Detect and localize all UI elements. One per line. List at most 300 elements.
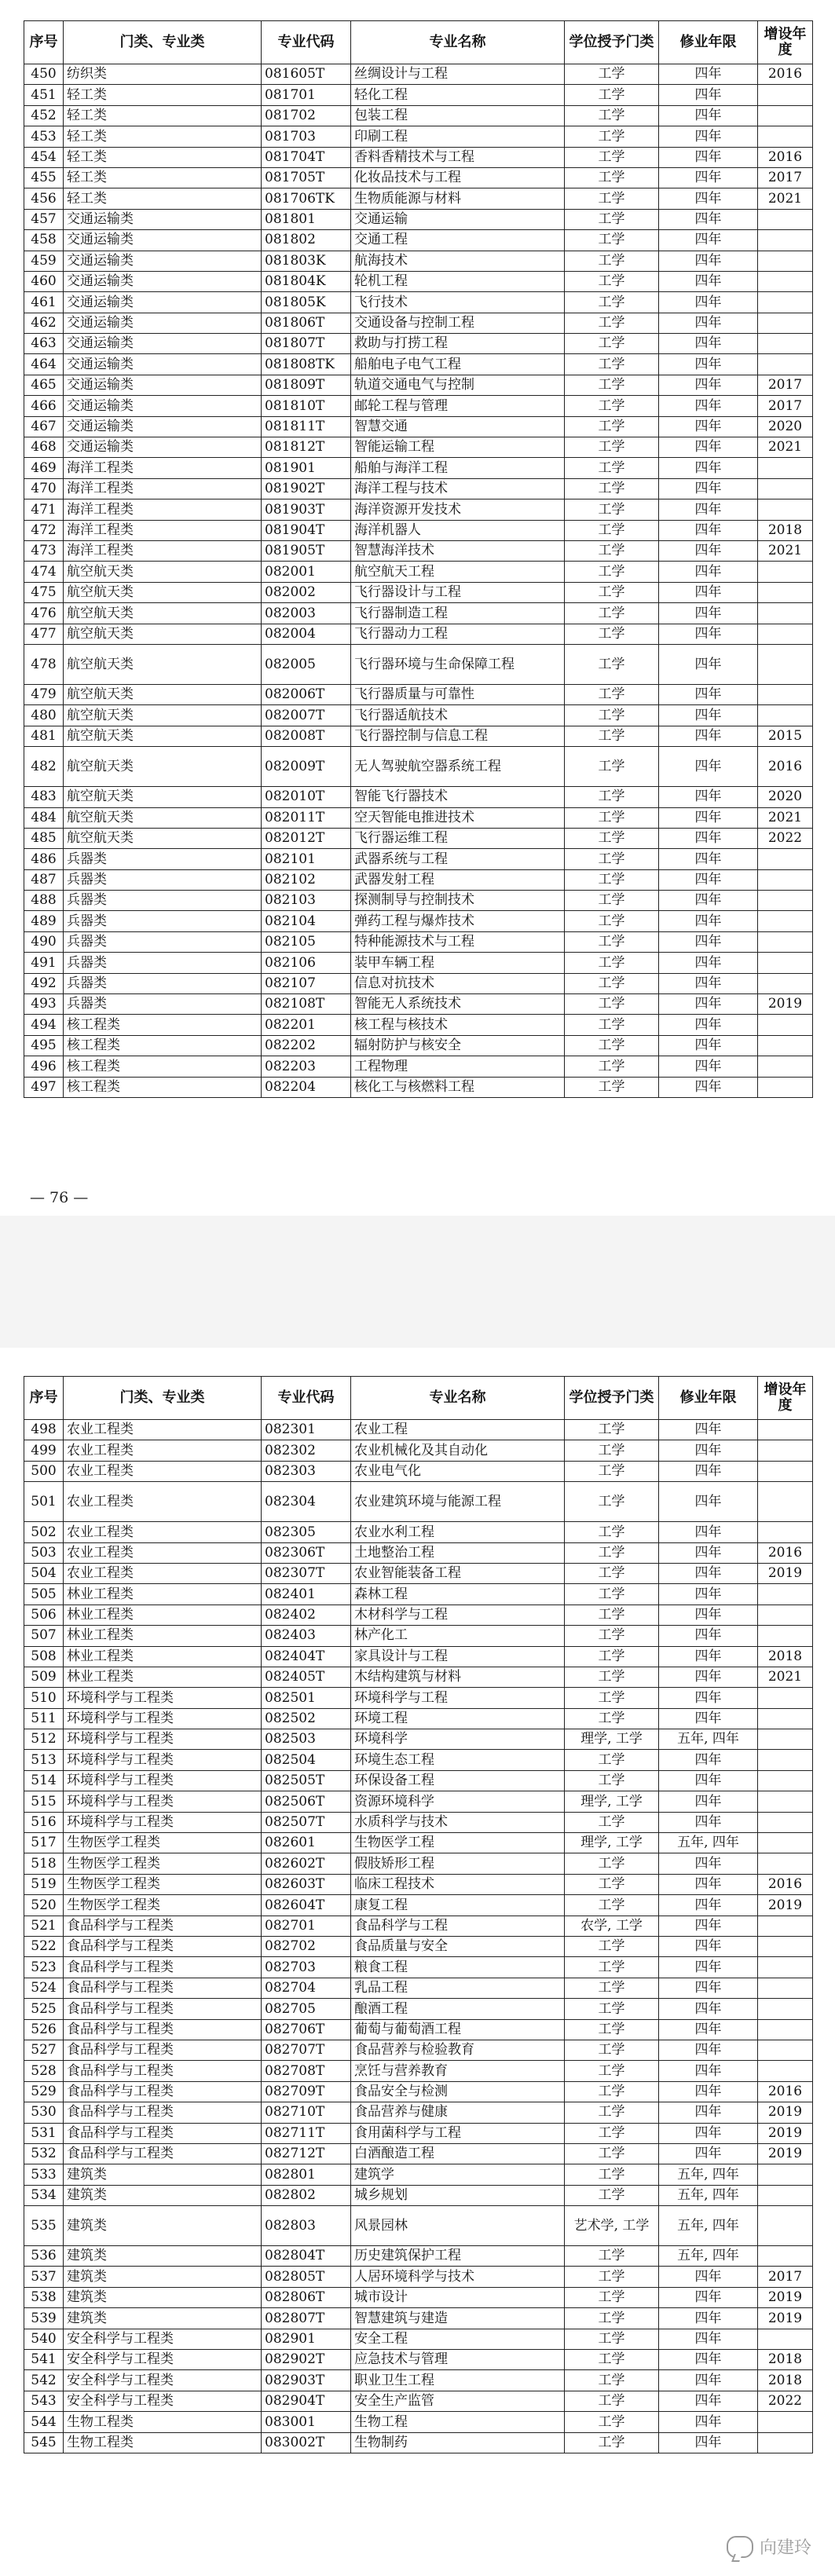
cell-years: 四年 xyxy=(659,209,758,229)
cell-no: 532 xyxy=(24,2143,64,2164)
cell-years: 四年 xyxy=(659,1895,758,1916)
table-row xyxy=(24,2391,813,2411)
cell-name: 城市设计 xyxy=(351,2287,565,2307)
cell-name: 空天智能电推进技术 xyxy=(351,807,565,828)
header-category: 门类、专业类 xyxy=(64,1377,262,1420)
cell-no: 529 xyxy=(24,2081,64,2102)
cell-no: 506 xyxy=(24,1605,64,1625)
cell-added xyxy=(758,126,813,147)
cell-no: 536 xyxy=(24,2246,64,2267)
cell-added: 2019 xyxy=(758,994,813,1015)
cell-code: 082304 xyxy=(262,1482,351,1522)
cell-degree: 工学 xyxy=(565,2432,659,2453)
cell-category: 交通运输类 xyxy=(64,334,262,354)
cell-degree: 工学 xyxy=(565,2246,659,2267)
cell-degree: 工学 xyxy=(565,416,659,437)
cell-years: 四年 xyxy=(659,1750,758,1770)
cell-added: 2019 xyxy=(758,2308,813,2329)
cell-no: 487 xyxy=(24,869,64,890)
cell-added xyxy=(758,499,813,520)
cell-years: 四年 xyxy=(659,2102,758,2123)
cell-years: 四年 xyxy=(659,458,758,478)
cell-no: 490 xyxy=(24,931,64,952)
cell-code: 081807T xyxy=(262,334,351,354)
table-row xyxy=(24,188,813,209)
cell-added xyxy=(758,603,813,624)
cell-category: 轻工类 xyxy=(64,105,262,126)
table-row xyxy=(24,2246,813,2267)
cell-years: 四年 xyxy=(659,147,758,167)
cell-added xyxy=(758,1077,813,1097)
header-added: 增设年度 xyxy=(758,1377,813,1420)
cell-code: 081905T xyxy=(262,540,351,561)
cell-code: 082303 xyxy=(262,1461,351,1481)
cell-years: 四年 xyxy=(659,2391,758,2411)
cell-category: 航空航天类 xyxy=(64,562,262,582)
cell-no: 512 xyxy=(24,1729,64,1750)
cell-added: 2021 xyxy=(758,437,813,458)
cell-added xyxy=(758,313,813,333)
cell-code: 081808TK xyxy=(262,354,351,375)
cell-years: 四年 xyxy=(659,478,758,499)
cell-degree: 工学 xyxy=(565,747,659,787)
cell-name: 环保设备工程 xyxy=(351,1770,565,1791)
table-row xyxy=(24,1542,813,1563)
cell-category: 核工程类 xyxy=(64,1015,262,1035)
cell-category: 交通运输类 xyxy=(64,230,262,251)
cell-no: 519 xyxy=(24,1874,64,1894)
cell-added xyxy=(758,1626,813,1646)
cell-degree: 工学 xyxy=(565,2164,659,2185)
cell-no: 538 xyxy=(24,2287,64,2307)
table-row xyxy=(24,1605,813,1625)
cell-years: 五年, 四年 xyxy=(659,2164,758,2185)
cell-no: 508 xyxy=(24,1646,64,1667)
cell-degree: 工学 xyxy=(565,313,659,333)
cell-category: 安全科学与工程类 xyxy=(64,2391,262,2411)
cell-added xyxy=(758,1420,813,1440)
table-row xyxy=(24,828,813,848)
cell-category: 生物工程类 xyxy=(64,2432,262,2453)
cell-name: 临床工程技术 xyxy=(351,1874,565,1894)
cell-name: 粮食工程 xyxy=(351,1957,565,1978)
cell-years: 四年 xyxy=(659,334,758,354)
header-name: 专业名称 xyxy=(351,21,565,64)
cell-code: 082903T xyxy=(262,2370,351,2391)
cell-code: 081801 xyxy=(262,209,351,229)
cell-no: 514 xyxy=(24,1770,64,1791)
table-row xyxy=(24,1035,813,1056)
cell-years: 四年 xyxy=(659,85,758,105)
cell-no: 530 xyxy=(24,2102,64,2123)
table-row xyxy=(24,973,813,993)
cell-added xyxy=(758,1461,813,1481)
table-row xyxy=(24,478,813,499)
table-row xyxy=(24,354,813,375)
cell-code: 082405T xyxy=(262,1667,351,1687)
cell-years: 四年 xyxy=(659,1688,758,1708)
cell-no: 469 xyxy=(24,458,64,478)
cell-name: 酿酒工程 xyxy=(351,1999,565,2019)
table-row xyxy=(24,209,813,229)
table-row xyxy=(24,869,813,890)
cell-no: 505 xyxy=(24,1584,64,1605)
document-page-76 xyxy=(0,0,835,1216)
table-row xyxy=(24,396,813,416)
cell-category: 农业工程类 xyxy=(64,1482,262,1522)
cell-name: 海洋资源开发技术 xyxy=(351,499,565,520)
table-row xyxy=(24,334,813,354)
cell-no: 476 xyxy=(24,603,64,624)
cell-category: 航空航天类 xyxy=(64,807,262,828)
cell-no: 528 xyxy=(24,2061,64,2081)
cell-code: 082106 xyxy=(262,953,351,973)
cell-years: 四年 xyxy=(659,1522,758,1542)
cell-name: 船舶与海洋工程 xyxy=(351,458,565,478)
cell-degree: 工学 xyxy=(565,582,659,602)
cell-degree: 工学 xyxy=(565,1035,659,1056)
cell-added: 2017 xyxy=(758,396,813,416)
cell-years: 四年 xyxy=(659,167,758,188)
cell-category: 轻工类 xyxy=(64,167,262,188)
table-row xyxy=(24,458,813,478)
cell-name: 船舶电子电气工程 xyxy=(351,354,565,375)
cell-category: 林业工程类 xyxy=(64,1667,262,1687)
table-row xyxy=(24,911,813,931)
table-row xyxy=(24,1667,813,1687)
table-row xyxy=(24,1936,813,1956)
cell-category: 农业工程类 xyxy=(64,1420,262,1440)
cell-degree: 工学 xyxy=(565,2287,659,2307)
table-row xyxy=(24,251,813,271)
cell-degree: 工学 xyxy=(565,1646,659,1667)
cell-name: 交通工程 xyxy=(351,230,565,251)
cell-added: 2020 xyxy=(758,416,813,437)
cell-years: 四年 xyxy=(659,849,758,869)
cell-code: 082107 xyxy=(262,973,351,993)
cell-name: 航海技术 xyxy=(351,251,565,271)
cell-category: 建筑类 xyxy=(64,2164,262,2185)
cell-years: 四年 xyxy=(659,994,758,1015)
cell-years: 四年 xyxy=(659,973,758,993)
cell-code: 082904T xyxy=(262,2391,351,2411)
cell-name: 海洋机器人 xyxy=(351,520,565,540)
table-row xyxy=(24,684,813,704)
cell-years: 四年 xyxy=(659,1077,758,1097)
cell-added xyxy=(758,1999,813,2019)
cell-code: 082710T xyxy=(262,2102,351,2123)
cell-category: 航空航天类 xyxy=(64,644,262,684)
cell-degree: 工学 xyxy=(565,562,659,582)
cell-no: 495 xyxy=(24,1035,64,1056)
cell-no: 464 xyxy=(24,354,64,375)
cell-name: 核工程与核技术 xyxy=(351,1015,565,1035)
cell-code: 082006T xyxy=(262,684,351,704)
watermark xyxy=(727,2534,811,2559)
cell-category: 航空航天类 xyxy=(64,582,262,602)
header-added: 增设年度 xyxy=(758,21,813,64)
cell-category: 海洋工程类 xyxy=(64,499,262,520)
table-row xyxy=(24,726,813,746)
cell-no: 455 xyxy=(24,167,64,188)
cell-added: 2019 xyxy=(758,1895,813,1916)
cell-category: 生物医学工程类 xyxy=(64,1895,262,1916)
cell-added xyxy=(758,2164,813,2185)
cell-added: 2016 xyxy=(758,64,813,85)
cell-added: 2018 xyxy=(758,2350,813,2370)
cell-no: 525 xyxy=(24,1999,64,2019)
cell-name: 邮轮工程与管理 xyxy=(351,396,565,416)
cell-degree: 工学 xyxy=(565,126,659,147)
cell-degree: 工学 xyxy=(565,931,659,952)
table-row xyxy=(24,603,813,624)
cell-name: 装甲车辆工程 xyxy=(351,953,565,973)
cell-years: 四年 xyxy=(659,911,758,931)
cell-name: 森林工程 xyxy=(351,1584,565,1605)
cell-degree: 工学 xyxy=(565,458,659,478)
cell-name: 风景园林 xyxy=(351,2206,565,2246)
cell-no: 513 xyxy=(24,1750,64,1770)
cell-degree: 工学 xyxy=(565,911,659,931)
cell-name: 弹药工程与爆炸技术 xyxy=(351,911,565,931)
cell-category: 环境科学与工程类 xyxy=(64,1708,262,1729)
cell-category: 轻工类 xyxy=(64,188,262,209)
cell-name: 辐射防护与核安全 xyxy=(351,1035,565,1056)
cell-no: 526 xyxy=(24,2019,64,2040)
cell-category: 航空航天类 xyxy=(64,726,262,746)
cell-no: 537 xyxy=(24,2267,64,2287)
cell-code: 081804K xyxy=(262,271,351,291)
cell-category: 航空航天类 xyxy=(64,747,262,787)
cell-years: 四年 xyxy=(659,416,758,437)
cell-code: 082602T xyxy=(262,1853,351,1874)
cell-name: 应急技术与管理 xyxy=(351,2350,565,2370)
cell-no: 497 xyxy=(24,1077,64,1097)
page-separator xyxy=(0,1216,835,1348)
cell-no: 543 xyxy=(24,2391,64,2411)
cell-code: 082008T xyxy=(262,726,351,746)
cell-degree: 工学 xyxy=(565,2040,659,2060)
cell-years: 四年 xyxy=(659,2061,758,2081)
cell-years: 四年 xyxy=(659,931,758,952)
cell-name: 生物质能源与材料 xyxy=(351,188,565,209)
cell-category: 轻工类 xyxy=(64,126,262,147)
cell-degree: 工学 xyxy=(565,869,659,890)
table-header-row xyxy=(24,21,813,64)
cell-no: 521 xyxy=(24,1916,64,1936)
cell-name: 智能运输工程 xyxy=(351,437,565,458)
cell-code: 082103 xyxy=(262,891,351,911)
table-row xyxy=(24,1750,813,1770)
cell-name: 救助与打捞工程 xyxy=(351,334,565,354)
cell-years: 四年 xyxy=(659,313,758,333)
cell-degree: 工学 xyxy=(565,1999,659,2019)
cell-added: 2021 xyxy=(758,188,813,209)
cell-degree: 工学 xyxy=(565,499,659,520)
cell-code: 082505T xyxy=(262,1770,351,1791)
cell-added: 2016 xyxy=(758,2081,813,2102)
cell-code: 081809T xyxy=(262,375,351,395)
cell-degree: 工学 xyxy=(565,396,659,416)
cell-no: 541 xyxy=(24,2350,64,2370)
cell-years: 四年 xyxy=(659,188,758,209)
cell-code: 082702 xyxy=(262,1936,351,1956)
cell-name: 轨道交通电气与控制 xyxy=(351,375,565,395)
cell-code: 081904T xyxy=(262,520,351,540)
cell-name: 飞行器控制与信息工程 xyxy=(351,726,565,746)
cell-degree: 理学, 工学 xyxy=(565,1833,659,1853)
cell-added xyxy=(758,1791,813,1812)
cell-added: 2018 xyxy=(758,520,813,540)
cell-degree: 工学 xyxy=(565,2019,659,2040)
cell-added xyxy=(758,705,813,726)
cell-name: 印刷工程 xyxy=(351,126,565,147)
cell-degree: 工学 xyxy=(565,1957,659,1978)
table-row xyxy=(24,1563,813,1583)
cell-code: 082301 xyxy=(262,1420,351,1440)
cell-category: 兵器类 xyxy=(64,931,262,952)
cell-no: 539 xyxy=(24,2308,64,2329)
table-row xyxy=(24,1522,813,1542)
cell-degree: 工学 xyxy=(565,334,659,354)
header-years: 修业年限 xyxy=(659,1377,758,1420)
cell-degree: 工学 xyxy=(565,2350,659,2370)
cell-added: 2021 xyxy=(758,1667,813,1687)
cell-code: 082204 xyxy=(262,1077,351,1097)
cell-years: 四年 xyxy=(659,1482,758,1522)
cell-added xyxy=(758,684,813,704)
cell-degree: 工学 xyxy=(565,2267,659,2287)
cell-added xyxy=(758,85,813,105)
cell-degree: 艺术学, 工学 xyxy=(565,2206,659,2246)
cell-degree: 工学 xyxy=(565,251,659,271)
cell-no: 534 xyxy=(24,2185,64,2205)
cell-category: 轻工类 xyxy=(64,147,262,167)
cell-no: 491 xyxy=(24,953,64,973)
cell-code: 081802 xyxy=(262,230,351,251)
cell-years: 四年 xyxy=(659,1461,758,1481)
cell-no: 472 xyxy=(24,520,64,540)
cell-name: 安全工程 xyxy=(351,2329,565,2349)
table-row xyxy=(24,271,813,291)
cell-name: 生物医学工程 xyxy=(351,1833,565,1853)
cell-years: 四年 xyxy=(659,1584,758,1605)
cell-category: 兵器类 xyxy=(64,849,262,869)
cell-name: 农业智能装备工程 xyxy=(351,1563,565,1583)
cell-category: 海洋工程类 xyxy=(64,540,262,561)
cell-degree: 工学 xyxy=(565,1584,659,1605)
header-no: 序号 xyxy=(24,21,64,64)
cell-code: 082703 xyxy=(262,1957,351,1978)
cell-name: 智慧交通 xyxy=(351,416,565,437)
cell-code: 082011T xyxy=(262,807,351,828)
cell-years: 四年 xyxy=(659,644,758,684)
cell-category: 食品科学与工程类 xyxy=(64,2123,262,2143)
cell-years: 四年 xyxy=(659,520,758,540)
cell-no: 483 xyxy=(24,787,64,807)
cell-added xyxy=(758,1750,813,1770)
cell-degree: 工学 xyxy=(565,478,659,499)
header-degree: 学位授予门类 xyxy=(565,1377,659,1420)
cell-years: 四年 xyxy=(659,705,758,726)
cell-degree: 工学 xyxy=(565,271,659,291)
cell-added: 2022 xyxy=(758,2391,813,2411)
cell-added: 2016 xyxy=(758,147,813,167)
table-row xyxy=(24,705,813,726)
cell-years: 五年, 四年 xyxy=(659,2185,758,2205)
table-body xyxy=(24,1420,813,2453)
cell-category: 环境科学与工程类 xyxy=(64,1750,262,1770)
cell-category: 航空航天类 xyxy=(64,603,262,624)
header-years: 修业年限 xyxy=(659,21,758,64)
cell-years: 四年 xyxy=(659,230,758,251)
cell-name: 特种能源技术与工程 xyxy=(351,931,565,952)
cell-name: 食用菌科学与工程 xyxy=(351,2123,565,2143)
cell-name: 假肢矫形工程 xyxy=(351,1853,565,1874)
cell-degree: 工学 xyxy=(565,2391,659,2411)
cell-degree: 工学 xyxy=(565,230,659,251)
cell-code: 082009T xyxy=(262,747,351,787)
cell-name: 海洋工程与技术 xyxy=(351,478,565,499)
cell-code: 082104 xyxy=(262,911,351,931)
cell-name: 智慧建筑与建造 xyxy=(351,2308,565,2329)
table-row xyxy=(24,931,813,952)
cell-no: 507 xyxy=(24,1626,64,1646)
cell-no: 474 xyxy=(24,562,64,582)
cell-years: 四年 xyxy=(659,828,758,848)
cell-added: 2019 xyxy=(758,2287,813,2307)
cell-years: 四年 xyxy=(659,354,758,375)
table-header-row xyxy=(24,1377,813,1420)
cell-years: 四年 xyxy=(659,582,758,602)
cell-category: 生物工程类 xyxy=(64,2412,262,2432)
cell-code: 081810T xyxy=(262,396,351,416)
cell-code: 081903T xyxy=(262,499,351,520)
header-code: 专业代码 xyxy=(262,21,351,64)
cell-code: 082401 xyxy=(262,1584,351,1605)
cell-code: 082708T xyxy=(262,2061,351,2081)
cell-name: 农业机械化及其自动化 xyxy=(351,1440,565,1461)
cell-degree: 工学 xyxy=(565,828,659,848)
table-row xyxy=(24,849,813,869)
table-row xyxy=(24,562,813,582)
cell-category: 核工程类 xyxy=(64,1077,262,1097)
cell-name: 食品营养与健康 xyxy=(351,2102,565,2123)
cell-no: 482 xyxy=(24,747,64,787)
cell-added xyxy=(758,230,813,251)
cell-added: 2022 xyxy=(758,828,813,848)
cell-years: 四年 xyxy=(659,1770,758,1791)
cell-category: 食品科学与工程类 xyxy=(64,1936,262,1956)
cell-years: 四年 xyxy=(659,1440,758,1461)
cell-code: 082707T xyxy=(262,2040,351,2060)
cell-category: 交通运输类 xyxy=(64,416,262,437)
header-name: 专业名称 xyxy=(351,1377,565,1420)
cell-degree: 工学 xyxy=(565,2123,659,2143)
cell-name: 飞行器适航技术 xyxy=(351,705,565,726)
cell-degree: 工学 xyxy=(565,2185,659,2205)
cell-no: 544 xyxy=(24,2412,64,2432)
cell-years: 四年 xyxy=(659,726,758,746)
cell-added xyxy=(758,1605,813,1625)
cell-no: 494 xyxy=(24,1015,64,1035)
cell-no: 481 xyxy=(24,726,64,746)
cell-code: 082901 xyxy=(262,2329,351,2349)
cell-no: 471 xyxy=(24,499,64,520)
cell-category: 海洋工程类 xyxy=(64,478,262,499)
cell-no: 475 xyxy=(24,582,64,602)
cell-years: 五年, 四年 xyxy=(659,1729,758,1750)
